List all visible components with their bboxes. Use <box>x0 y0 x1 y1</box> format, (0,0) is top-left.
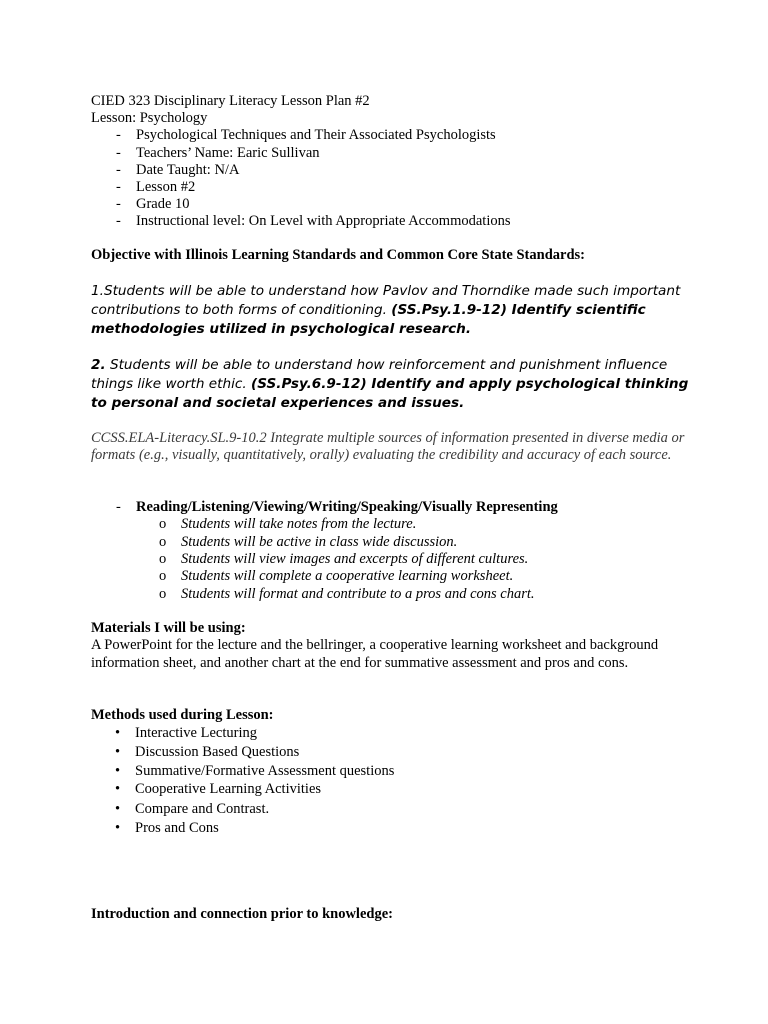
objective-item-2: 2. Students will be able to understand how reinforcement and punishment influence things like worth ethic. (SS.Psy.6.9-12) Identify and apply psychological thinking to personal and societal experiences and issues. <box>91 357 689 411</box>
method-item: • Compare and Contrast. <box>115 801 270 817</box>
method-item: • Summative/Formative Assessment questions <box>115 763 395 779</box>
materials-heading: Materials I will be using: <box>91 620 246 636</box>
lesson-detail-item: - Grade 10 <box>116 196 190 212</box>
methods-heading: Methods used during Lesson: <box>91 707 274 723</box>
activity-item: o Students will complete a cooperative learning worksheet. <box>159 568 514 584</box>
lesson-title: Lesson: Psychology <box>91 110 208 126</box>
method-item: • Pros and Cons <box>115 820 219 836</box>
lesson-detail-item: - Instructional level: On Level with Appropriate Accommodations <box>116 213 511 229</box>
course-title: CIED 323 Disciplinary Literacy Lesson Plan #2 <box>91 93 370 109</box>
activities-heading: - Reading/Listening/Viewing/Writing/Speaking/Visually Representing <box>116 499 558 515</box>
method-item: • Discussion Based Questions <box>115 744 300 760</box>
materials-text: A PowerPoint for the lecture and the bellringer, a cooperative learning worksheet and background information sheet, and another chart at the end for summative assessment and pros and cons. <box>91 637 659 671</box>
lesson-detail-item: - Teachers’ Name: Earic Sullivan <box>116 145 320 161</box>
introduction-heading: Introduction and connection prior to knowledge: <box>91 906 393 922</box>
method-item: • Interactive Lecturing <box>115 725 257 741</box>
activity-item: o Students will format and contribute to a pros and cons chart. <box>159 586 535 602</box>
objective-heading: Objective with Illinois Learning Standards and Common Core State Standards: <box>91 247 585 263</box>
activity-item: o Students will take notes from the lecture. <box>159 516 417 532</box>
objective-item-1: 1.Students will be able to understand how Pavlov and Thorndike made such important contributions to both forms of conditioning. (SS.Psy.1.9-12) Identify scientific methodologies utilized in psychological research. <box>91 283 681 337</box>
method-item: • Cooperative Learning Activities <box>115 781 322 797</box>
lesson-detail-item: - Date Taught: N/A <box>116 162 240 178</box>
activity-item: o Students will view images and excerpts of different cultures. <box>159 551 529 567</box>
lesson-detail-item: - Lesson #2 <box>116 179 196 195</box>
activity-item: o Students will be active in class wide discussion. <box>159 534 458 550</box>
lesson-detail-item: - Psychological Techniques and Their Associated Psychologists <box>116 127 496 143</box>
ccss-standard: CCSS.ELA-Literacy.SL.9-10.2 Integrate multiple sources of information presented in diverse media or formats (e.g., visually, quantitatively, orally) evaluating the credibility and accuracy of each source. <box>91 430 685 463</box>
